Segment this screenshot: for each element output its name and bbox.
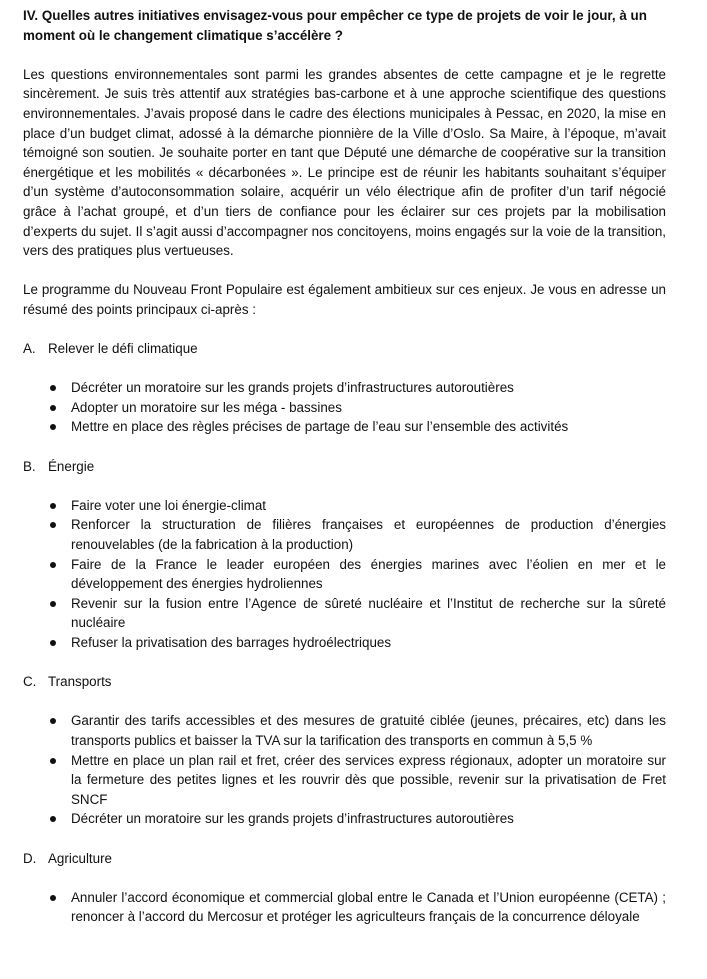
section-b-title <box>23 457 666 477</box>
bullet-icon <box>50 385 56 391</box>
paragraph-programme: Le programme du Nouveau Front Populaire est également ambitieux sur ces enjeux. Je vous en adresse un résumé des points principaux ci-après : <box>23 282 666 317</box>
section-title-text: Transports <box>48 674 112 690</box>
section-letter: B. <box>23 458 36 474</box>
section-letter: D. <box>23 850 37 866</box>
list-item: Faire de la France le leader européen des énergies marines avec l’éolien en mer et le développement des énergies hydroliennes <box>23 555 666 594</box>
section-d-list <box>23 888 666 927</box>
section-a-list <box>23 378 666 437</box>
section-c-list <box>23 711 666 829</box>
section-title-text: Agriculture <box>48 850 113 866</box>
section-letter: C. <box>23 674 37 690</box>
bullet-icon <box>50 895 56 901</box>
list-item: Faire voter une loi énergie-climat <box>23 496 666 516</box>
bullet-icon <box>50 562 56 568</box>
bullet-icon <box>50 522 56 528</box>
section-letter: A. <box>23 341 36 357</box>
list-item: Mettre en place des règles précises de partage de l’eau sur l’ensemble des activités <box>23 417 666 437</box>
bullet-icon <box>50 816 56 822</box>
list-item: Adopter un moratoire sur les méga - bassines <box>23 398 666 418</box>
section-d-title <box>23 849 666 869</box>
list-item: Décréter un moratoire sur les grands projets d’infrastructures autoroutières <box>23 809 666 829</box>
list-item: Annuler l’accord économique et commercial global entre le Canada et l’Union européenne (CETA) ; renoncer à l’accord du Mercosur et protéger les agriculteurs français de la concurrence déloyale <box>23 888 666 927</box>
list-item: Renforcer la structuration de filières françaises et européennes de production d’énergies renouvelables (de la fabrication à la production) <box>23 515 666 554</box>
bullet-icon <box>50 640 56 646</box>
bullet-icon <box>50 718 56 724</box>
section-a-title <box>23 339 666 359</box>
section-b-list <box>23 496 666 653</box>
bullet-icon <box>50 758 56 764</box>
paragraph-environment: Les questions environnementales sont parmi les grandes absentes de cette campagne et je le regrette sincèrement. Je suis très attentif aux stratégies bas-carbone et à une approche scientifique des questions environnementales. J’avais proposé dans le cadre des élections municipales à Pessac, en 2020, la mise en place d’un budget climat, adossé à la démarche pionnière de la Ville d’Oslo. Sa Maire, à l’époque, m’avait témoigné son soutien. Je souhaite porter en tant que Député une démarche de coopérative sur la transition énergétique et les mobilités « décarbonées ». Le principe est de réunir les habitants souhaitant s’équiper d’un système d’autoconsommation solaire, acquérir un vélo électrique afin de profiter d’un tarif négocié grâce à l’achat groupé, et d’un tiers de confiance pour les éclairer sur ces projets par la mobilisation d’experts du sujet. Il s’agit aussi d’accompagner nos concitoyens, moins engagés sur la voie de la transition, vers des pratiques plus vertueuses. <box>23 66 666 259</box>
list-item: Refuser la privatisation des barrages hydroélectriques <box>23 633 666 653</box>
list-item: Revenir sur la fusion entre l’Agence de sûreté nucléaire et l’Institut de recherche sur la sûreté nucléaire <box>23 594 666 633</box>
bullet-icon <box>50 424 56 430</box>
section-title-text: Relever le défi climatique <box>48 341 198 357</box>
bullet-icon <box>50 503 56 509</box>
section-c-title <box>23 672 666 692</box>
list-item: Garantir des tarifs accessibles et des mesures de gratuité ciblée (jeunes, précaires, etc) dans les transports publics et baisser la TVA sur la tarification des transports en commun à 5,5 % <box>23 711 666 750</box>
question-heading: IV. Quelles autres initiatives envisagez-vous pour empêcher ce type de projets de voir le jour, à un moment où le changement climatique s’accélère ? <box>23 8 647 43</box>
section-title-text: Énergie <box>48 458 95 474</box>
list-item: Décréter un moratoire sur les grands projets d’infrastructures autoroutières <box>23 378 666 398</box>
bullet-icon <box>50 405 56 411</box>
list-item: Mettre en place un plan rail et fret, créer des services express régionaux, adopter un moratoire sur la fermeture des petites lignes et les rouvrir dès que possible, revenir sur la privatisation de Fret SNCF <box>23 751 666 810</box>
bullet-icon <box>50 601 56 607</box>
